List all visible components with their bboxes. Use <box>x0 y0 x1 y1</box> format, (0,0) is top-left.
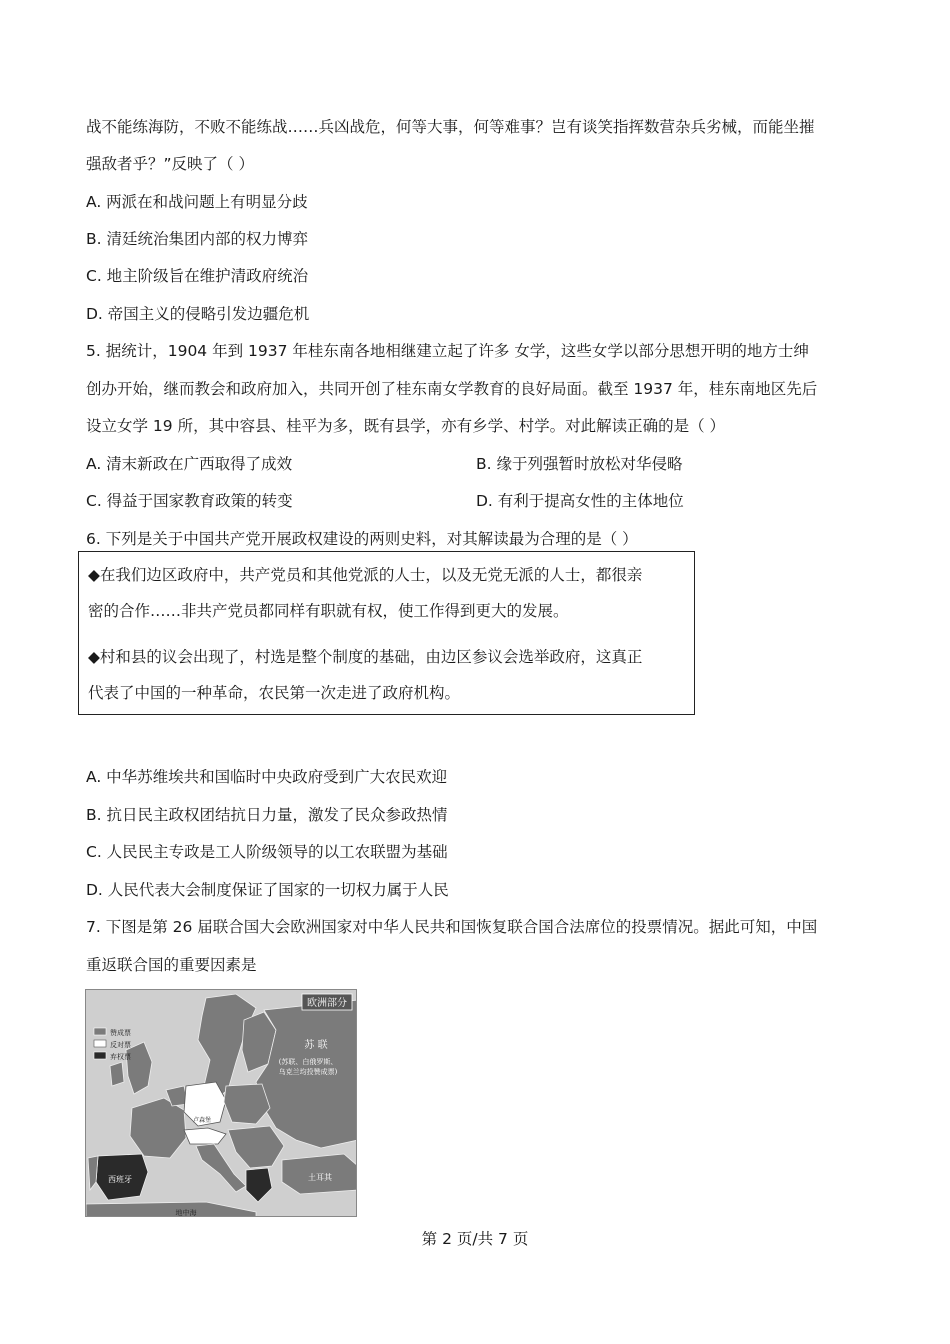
q5-option-a[interactable]: A. 清末新政在广西取得了成效 <box>86 455 293 473</box>
q5-stem-line1: 5. 据统计，1904 年到 1937 年桂东南各地相继建立起了许多 女学，这些女学以部分思想开明的地方士绅 <box>86 342 809 360</box>
q4-stem-line2: 强敌者乎？”反映了（ ） <box>86 155 254 173</box>
map-label-ussr-note2: 乌克兰均投赞成票) <box>278 1068 338 1076</box>
q7-stem-line2: 重返联合国的重要因素是 <box>86 956 257 974</box>
q6-option-b[interactable]: B. 抗日民主政权团结抗日力量，激发了民众参政热情 <box>86 806 448 824</box>
q4-stem-line1: 战不能练海防，不败不能练战……兵凶战危，何等大事，何等难事？岂有谈笑指挥数营杂兵劣械，而能坐摧 <box>86 118 815 136</box>
q5-option-c[interactable]: C. 得益于国家教育政策的转变 <box>86 492 293 510</box>
q6-stem: 6. 下列是关于中国共产党开展政权建设的两则史料，对其解读最为合理的是（ ） <box>86 530 638 548</box>
q5-option-b[interactable]: B. 缘于列强暂时放松对华侵略 <box>476 455 683 473</box>
legend-abstain-swatch <box>94 1052 106 1059</box>
map-label-spain: 西班牙 <box>108 1175 132 1184</box>
q4-option-b[interactable]: B. 清廷统治集团内部的权力博弈 <box>86 230 308 248</box>
q6-source-box <box>78 551 695 715</box>
map-label-turkey: 土耳其 <box>308 1173 332 1182</box>
legend-against-label: 反对票 <box>110 1041 131 1049</box>
map-label-ussr: 苏 联 <box>304 1040 328 1051</box>
legend-abstain-label: 弃权票 <box>110 1053 131 1061</box>
q6-source1-line1: ◆在我们边区政府中，共产党员和其他党派的人士，以及无党无派的人士，都很亲 <box>88 566 643 584</box>
q6-option-a[interactable]: A. 中华苏维埃共和国临时中央政府受到广大农民欢迎 <box>86 768 448 786</box>
q4-option-a[interactable]: A. 两派在和战问题上有明显分歧 <box>86 193 308 211</box>
q5-option-d[interactable]: D. 有利于提高女性的主体地位 <box>476 492 684 510</box>
q5-stem-line3: 设立女学 19 所，其中容县、桂平为多，既有县学，亦有乡学、村学。对此解读正确的是（ ） <box>86 417 726 435</box>
q6-source2-line2: 代表了中国的一种革命，农民第一次走进了政府机构。 <box>88 684 461 702</box>
map-title: 欧洲部分 <box>307 998 347 1009</box>
europe-map-svg <box>86 990 357 1217</box>
q7-stem-line1: 7. 下图是第 26 届联合国大会欧洲国家对中华人民共和国恢复联合国合法席位的投票情况。据此可知，中国 <box>86 918 818 936</box>
q4-option-d[interactable]: D. 帝国主义的侵略引发边疆危机 <box>86 305 310 323</box>
map-label-mediterranean: 地中海 <box>175 1209 197 1217</box>
q6-source1-line2: 密的合作……非共产党员都同样有职就有权，使工作得到更大的发展。 <box>88 602 569 620</box>
q5-stem-line2: 创办开始，继而教会和政府加入，共同开创了桂东南女学教育的良好局面。截至 1937 年，桂东南地区先后 <box>86 380 818 398</box>
map-label-ussr-note1: (苏联、白俄罗斯、 <box>278 1058 338 1066</box>
page-footer: 第 2 页/共 7 页 <box>421 1230 529 1248</box>
legend-favor-label: 赞成票 <box>110 1029 131 1037</box>
q6-source2-line1: ◆村和县的议会出现了，村选是整个制度的基础，由边区参议会选举政府，这真正 <box>88 648 643 666</box>
legend-favor-swatch <box>94 1028 106 1035</box>
ireland-region <box>110 1062 124 1086</box>
q6-option-d[interactable]: D. 人民代表大会制度保证了国家的一切权力属于人民 <box>86 881 449 899</box>
q4-option-c[interactable]: C. 地主阶级旨在维护清政府统治 <box>86 267 309 285</box>
q6-option-c[interactable]: C. 人民民主专政是工人阶级领导的以工农联盟为基础 <box>86 843 448 861</box>
europe-vote-map <box>85 989 357 1217</box>
map-label-lux: 卢森堡 <box>192 1117 212 1124</box>
legend-against-swatch <box>94 1040 106 1047</box>
